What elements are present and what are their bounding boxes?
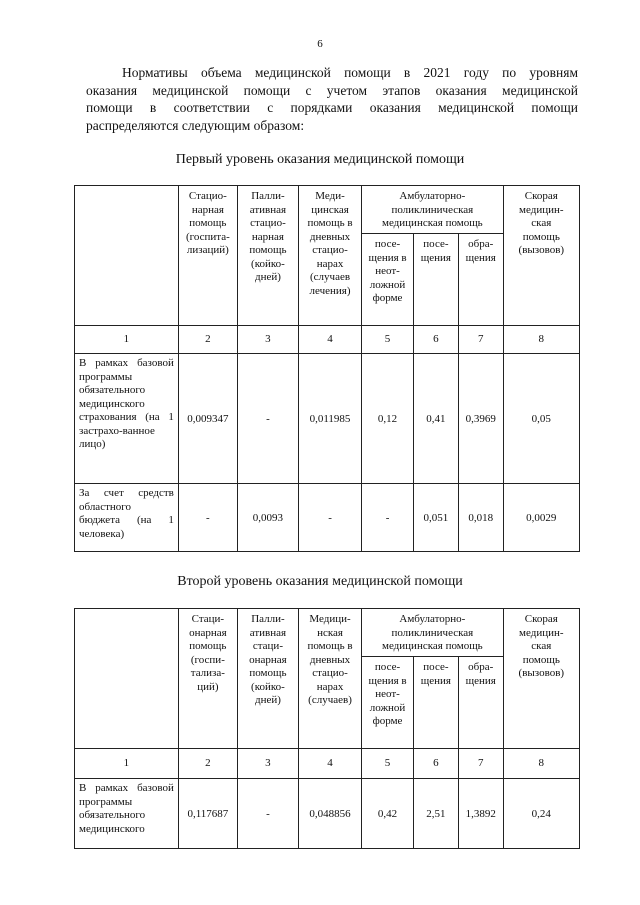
intro-line: распределяются следующим образом:	[86, 117, 305, 133]
table2-colnum: 1	[75, 749, 179, 779]
table2-cell: -	[237, 779, 298, 849]
table1-colnum: 3	[237, 326, 298, 354]
table2-colnum: 3	[237, 749, 298, 779]
table2-header-ambulance: Скорая медицин- ская помощь (вызовов)	[503, 609, 579, 749]
table1-colnum: 4	[298, 326, 361, 354]
table2-colnum: 8	[503, 749, 579, 779]
table1-cell: 0,3969	[458, 354, 503, 484]
table2-header-visits: посе- щения	[414, 657, 459, 749]
table1-row-label: В рамках базовой программы обязательного медицинского страхования (на 1 застрахо-ванное лицо)	[75, 354, 179, 484]
table1-cell: -	[362, 484, 414, 552]
intro-line: помощи в соответствии с порядками оказания медицинской помощи	[86, 100, 578, 115]
table2-colnum: 6	[414, 749, 459, 779]
table1-cell: 0,009347	[178, 354, 237, 484]
table1-colnum: 1	[75, 326, 179, 354]
table1-header-ambulance: Скорая медицин- ская помощь (вызовов)	[503, 186, 579, 326]
table2-header-inpatient: Стаци- онарная помощь (госпи- тализа- ций)	[178, 609, 237, 749]
table2-colnum: 5	[362, 749, 414, 779]
table1-header-palliative: Палли- ативная стацио- нарная помощь (койко- дней)	[237, 186, 298, 326]
table1-cell: 0,018	[458, 484, 503, 552]
table2-colnum: 4	[298, 749, 361, 779]
table1-header-outpatient: Амбулаторно- поликлиническая медицинская помощь	[362, 186, 504, 234]
table1-cell: -	[178, 484, 237, 552]
table1-header-day-hospital: Меди- цинская помощь в дневных стацио- нарах (случаев лечения)	[298, 186, 361, 326]
table2-header-urgent: посе- щения в неот- ложной форме	[362, 657, 414, 749]
table2-row-label: В рамках базовой программы обязательного медицинского	[75, 779, 179, 849]
table2-title: Второй уровень оказания медицинской помощи	[177, 574, 463, 589]
table-row	[75, 354, 580, 484]
table2-cell: 0,048856	[298, 779, 361, 849]
table1-cell: 0,0029	[503, 484, 579, 552]
table2-header-day-hospital: Медици- нская помощь в дневных стацио- нарах (случаев)	[298, 609, 361, 749]
table2-cell: 0,42	[362, 779, 414, 849]
table1-cell: 0,12	[362, 354, 414, 484]
table1-header-appeals: обра- щения	[458, 234, 503, 326]
table1-cell: 0,0093	[237, 484, 298, 552]
table-row	[75, 779, 580, 849]
table1-colnum: 7	[458, 326, 503, 354]
table1-title: Первый уровень оказания медицинской помощи	[175, 152, 465, 167]
table-row	[75, 484, 580, 552]
page-number: 6	[317, 38, 323, 50]
table2	[74, 608, 580, 849]
table2-cell: 0,24	[503, 779, 579, 849]
intro-paragraph	[86, 64, 578, 134]
table2-header-blank	[75, 609, 179, 749]
table2-header-palliative: Палли- ативная стаци- онарная помощь (койко- дней)	[237, 609, 298, 749]
table2-colnum: 2	[178, 749, 237, 779]
table1-header-urgent: посе- щения в неот- ложной форме	[362, 234, 414, 326]
table2-cell: 2,51	[414, 779, 459, 849]
table1-cell: 0,41	[414, 354, 459, 484]
table1-colnum: 6	[414, 326, 459, 354]
table1-header-blank	[75, 186, 179, 326]
intro-line: оказания медицинской помощи с учетом этапов оказания медицинской	[86, 82, 578, 98]
table2-cell: 0,117687	[178, 779, 237, 849]
table1-cell: 0,051	[414, 484, 459, 552]
table2-cell: 1,3892	[458, 779, 503, 849]
intro-line: Нормативы объема медицинской помощи в 2021 году по уровням	[122, 65, 578, 80]
table1-cell: -	[237, 354, 298, 484]
table2-colnum: 7	[458, 749, 503, 779]
table1-cell: -	[298, 484, 361, 552]
table1-cell: 0,011985	[298, 354, 361, 484]
table1-colnum: 5	[362, 326, 414, 354]
table1	[74, 185, 580, 552]
table2-header-appeals: обра- щения	[458, 657, 503, 749]
table1-row-label: За счет средств областного бюджета (на 1 человека)	[75, 484, 179, 552]
table1-colnum: 2	[178, 326, 237, 354]
table1-header-visits: посе- щения	[414, 234, 459, 326]
table1-cell: 0,05	[503, 354, 579, 484]
table2-header-outpatient: Амбулаторно- поликлиническая медицинская помощь	[362, 609, 504, 657]
table1-header-inpatient: Стацио- нарная помощь (госпита- лизаций)	[178, 186, 237, 326]
table1-colnum: 8	[503, 326, 579, 354]
